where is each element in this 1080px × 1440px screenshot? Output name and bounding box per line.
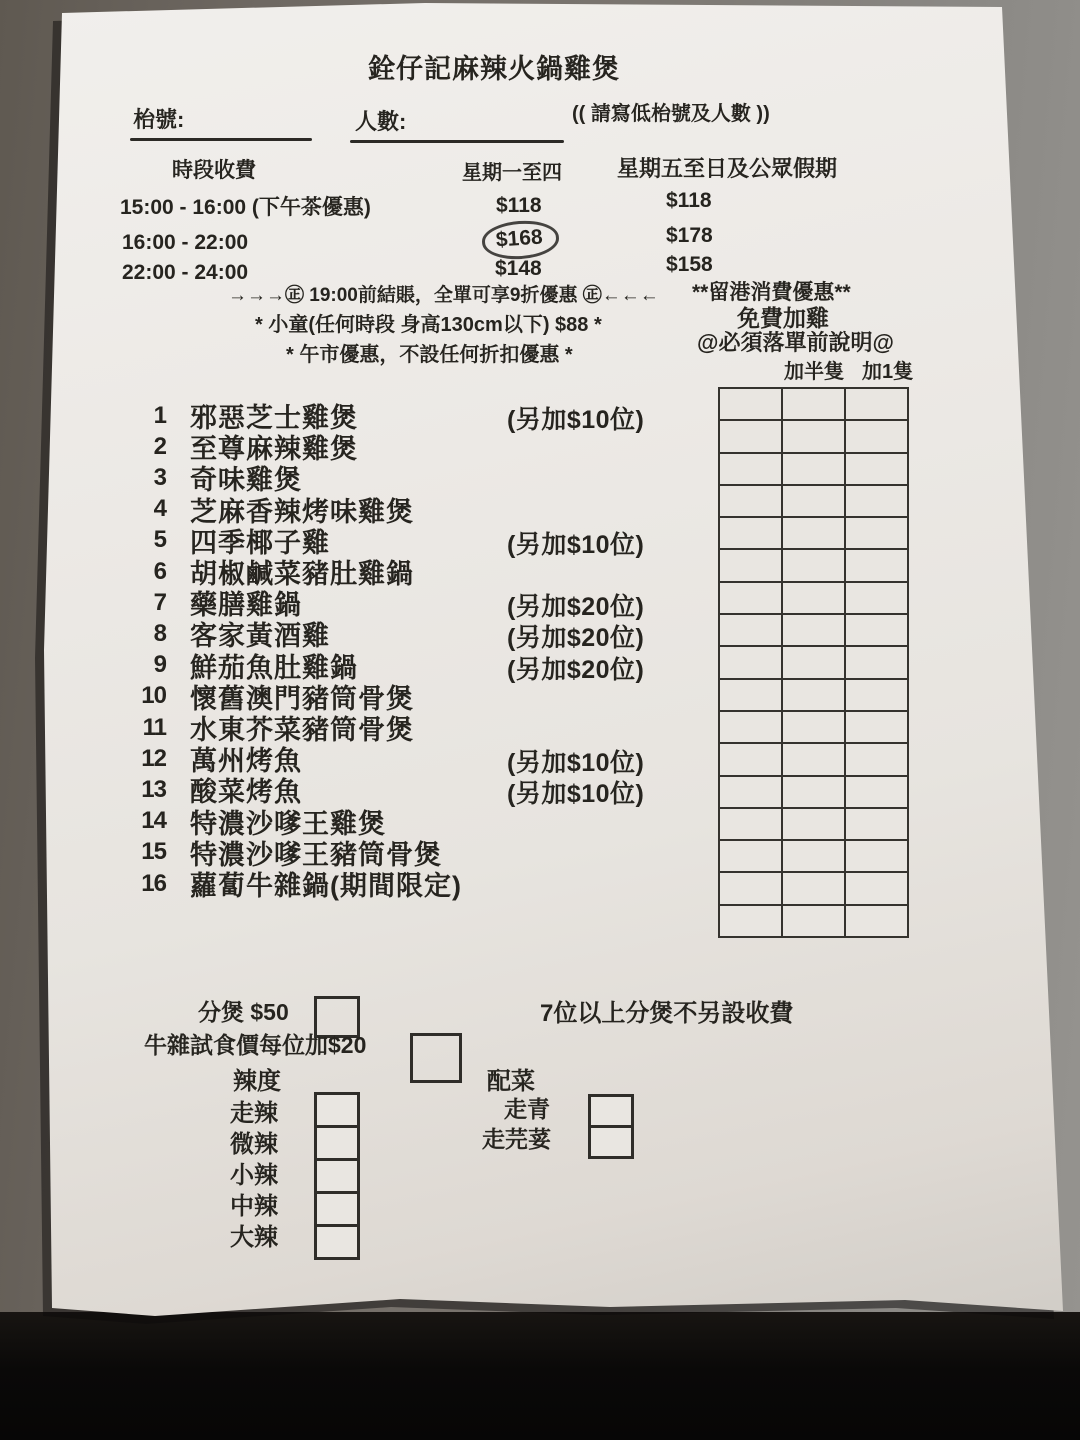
menu-item-name: 懷舊澳門豬筒骨煲 — [190, 683, 414, 714]
menu-item-name: 酸菜烤魚 — [190, 777, 302, 808]
spice-checkbox-column — [314, 1092, 360, 1260]
spice-checkbox — [317, 1128, 357, 1158]
promo-hk-offer: **留港消費優惠** — [692, 281, 851, 304]
menu-item-name: 藥膳雞鍋 — [190, 590, 302, 621]
order-grid-cell — [846, 841, 907, 871]
menu-item-name: 胡椒鹹菜豬肚雞鍋 — [190, 559, 414, 589]
spice-checkbox — [317, 1194, 357, 1224]
pricing-header-weekday: 星期一至四 — [462, 162, 562, 184]
order-grid-cell — [783, 744, 844, 774]
order-grid-cell — [783, 550, 844, 580]
menu-item-number: 6 — [153, 557, 166, 585]
spice-header: 辣度 — [233, 1068, 281, 1095]
menu-item-name: 客家黃酒雞 — [190, 621, 330, 652]
pricing-weekday-1: $118 — [496, 194, 542, 217]
order-grid-cell — [783, 615, 844, 645]
menu-item-surcharge: (另加$20位) — [507, 593, 645, 622]
menu-item-number: 14 — [141, 807, 166, 835]
order-grid — [718, 387, 909, 938]
menu-item-surcharge: (另加$10位) — [507, 530, 645, 559]
menu-item-number: 5 — [153, 526, 166, 554]
order-grid-cell — [783, 712, 844, 742]
order-grid-cell — [846, 744, 907, 774]
menu-item-number: 7 — [153, 588, 166, 616]
beef-tasting-label: 牛雜試食價每位加$20 — [144, 1032, 367, 1058]
order-grid-cell — [783, 583, 844, 613]
menu-item-number: 3 — [153, 463, 166, 491]
order-grid-cell — [846, 486, 907, 516]
order-grid-cell — [783, 680, 844, 710]
side-header: 配菜 — [487, 1068, 535, 1095]
menu-item-number: 13 — [141, 775, 166, 803]
grid-header-add-half: 加半隻 — [784, 361, 844, 383]
spice-checkbox — [317, 1161, 357, 1191]
order-grid-cell — [846, 777, 907, 807]
order-grid-cell — [783, 873, 844, 903]
order-grid-cell — [783, 454, 844, 484]
menu-item-number: 9 — [153, 651, 166, 679]
order-grid-cell — [846, 906, 907, 936]
order-grid-cell — [846, 873, 907, 903]
menu-item-surcharge: (另加$20位) — [507, 655, 645, 684]
order-grid-cell — [783, 906, 844, 936]
menu-item-name: 蘿蔔牛雜鍋(期間限定) — [190, 871, 462, 901]
menu-item-name: 特濃沙嗲王豬筒骨煲 — [190, 839, 442, 870]
promo-child-price: * 小童(任何時段 身高130cm以下) $88 * — [255, 314, 602, 336]
order-grid-cell — [783, 421, 844, 451]
grid-header-add-one: 加1隻 — [862, 361, 914, 383]
order-grid-cell — [720, 906, 781, 936]
pricing-weekend-2: $178 — [666, 224, 713, 247]
split-pot-label: 分煲 $50 — [198, 999, 289, 1025]
menu-item-surcharge: (另加$10位) — [507, 749, 645, 778]
menu-item-name: 鮮茄魚肚雞鍋 — [190, 652, 358, 683]
write-note: (( 請寫低枱號及人數 )) — [572, 103, 770, 125]
side-checkbox — [591, 1097, 631, 1125]
promo-free-chicken: 免費加雞 — [737, 305, 829, 331]
side-option-label: 走青 — [504, 1096, 550, 1122]
order-grid-cell — [783, 389, 844, 419]
pax-label: 人數: — [355, 109, 407, 134]
order-grid-cell — [846, 583, 907, 613]
menu-item-name: 特濃沙嗲王雞煲 — [190, 808, 386, 839]
spice-level-label: 大辣 — [230, 1224, 278, 1251]
order-grid-cell — [846, 454, 907, 484]
menu-item-number: 11 — [142, 713, 166, 741]
order-grid-cell — [783, 486, 844, 516]
order-grid-cell — [783, 809, 844, 839]
order-grid-cell — [783, 777, 844, 807]
spice-level-label: 中辣 — [230, 1193, 278, 1220]
pricing-weekday-3: $148 — [495, 257, 542, 280]
pricing-weekend-3: $158 — [666, 253, 713, 276]
menu-item-name: 水東芥菜豬筒骨煲 — [190, 715, 414, 745]
table-edge-shadow — [0, 1312, 1080, 1440]
menu-item-number: 15 — [141, 838, 166, 866]
order-grid-cell — [846, 389, 907, 419]
pricing-header-time: 時段收費 — [172, 159, 256, 182]
menu-item-name: 至尊麻辣雞煲 — [190, 434, 358, 465]
order-grid-cell — [846, 647, 907, 677]
pricing-header-weekend: 星期五至日及公眾假期 — [617, 156, 838, 181]
spice-level-label: 走辣 — [230, 1100, 278, 1127]
order-grid-cell — [846, 809, 907, 839]
page-title: 銓仔記麻辣火鍋雞煲 — [368, 54, 620, 84]
pricing-time-1: 15:00 - 16:00 (下午茶優惠) — [120, 196, 371, 219]
side-option-label: 走芫荽 — [482, 1126, 551, 1152]
menu-item-name: 四季椰子雞 — [190, 527, 330, 558]
menu-item-surcharge: (另加$10位) — [507, 780, 645, 809]
menu-item-name: 奇味雞煲 — [190, 465, 302, 496]
order-grid-cell — [846, 421, 907, 451]
pricing-weekend-1: $118 — [666, 189, 712, 212]
order-grid-cell — [783, 841, 844, 871]
spice-level-label: 小辣 — [230, 1162, 278, 1189]
pricing-time-3: 22:00 - 24:00 — [122, 261, 249, 284]
split-pot-note: 7位以上分煲不另設收費 — [540, 1000, 794, 1027]
hand-drawn-circle — [481, 218, 560, 261]
order-grid-cell — [846, 712, 907, 742]
menu-item-number: 1 — [153, 401, 166, 429]
order-grid-cell — [783, 647, 844, 677]
menu-item-number: 16 — [141, 869, 166, 897]
menu-item-row — [126, 868, 736, 899]
menu-item-number: 10 — [141, 682, 166, 710]
table-no-blank-line — [130, 138, 312, 141]
menu-item-number: 4 — [153, 495, 166, 523]
pax-blank-line — [350, 140, 564, 143]
menu-item-name: 芝麻香辣烤味雞煲 — [190, 496, 414, 527]
menu-item-surcharge: (另加$10位) — [507, 406, 645, 434]
menu-item-name: 邪惡芝士雞煲 — [190, 403, 358, 433]
menu-item-name: 萬州烤魚 — [190, 746, 302, 777]
side-checkbox — [591, 1128, 631, 1156]
menu-item-number: 2 — [153, 432, 166, 460]
pricing-weekday-2: $168 — [495, 225, 544, 252]
side-checkbox-column — [588, 1094, 634, 1159]
promo-lunch-no-discount: * 午市優惠，不設任何折扣優惠 * — [286, 344, 573, 366]
order-grid-cell — [846, 518, 907, 548]
menu-item-number: 12 — [141, 744, 166, 772]
order-grid-cell — [783, 518, 844, 548]
spice-checkbox — [317, 1227, 357, 1257]
order-grid-cell — [846, 680, 907, 710]
spice-level-label: 微辣 — [230, 1131, 278, 1158]
order-grid-cell — [846, 615, 907, 645]
beef-tasting-checkbox — [410, 1033, 462, 1083]
promo-declare-before-order: @必須落單前說明@ — [697, 330, 894, 355]
pricing-weekday-2-circled — [482, 221, 559, 259]
menu-item-surcharge: (另加$20位) — [507, 624, 645, 653]
promo-early-checkout: →→→㊣ 19:00前結賬，全單可享9折優惠 ㊣←←← — [228, 285, 659, 306]
table-no-label: 枱號: — [133, 107, 185, 132]
menu-item-number: 8 — [153, 619, 166, 647]
pricing-time-2: 16:00 - 22:00 — [122, 231, 249, 254]
order-grid-cell — [846, 550, 907, 580]
spice-checkbox — [317, 1095, 357, 1125]
